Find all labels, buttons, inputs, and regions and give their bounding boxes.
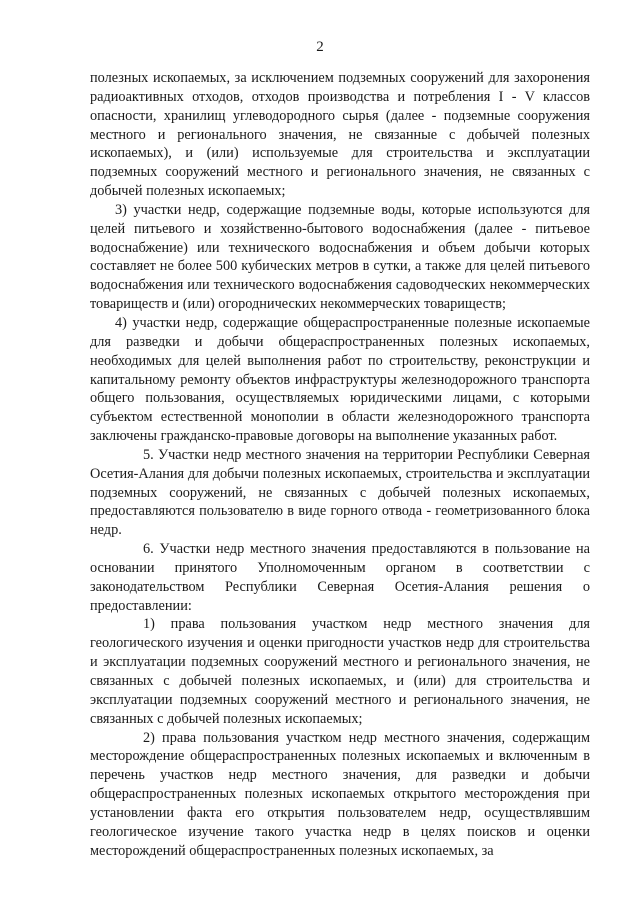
page-number: 2	[316, 39, 324, 55]
paragraph-item-5: 5. Участки недр местного значения на территории Республики Северная Осетия-Алания для добычи полезных ископаемых, строительства и эксплуатации подземных сооружений, не связанных с добычей полезных ископаемых, предоставляются пользователю в виде горного отвода - геометризованного блока недр.	[90, 446, 590, 539]
paragraph-item-6-1: 1) права пользования участком недр местного значения для геологического изучения и оценки пригодности участков недр для строительства и эксплуатации подземных сооружений местного и регионального значения, не связанных с добычей полезных ископаемых, и (или) для строительства и эксплуатации подземных сооружений местного и регионального значения, не связанных с добычей полезных ископаемых;	[90, 616, 590, 727]
paragraph-item-3: 3) участки недр, содержащие подземные воды, которые используются для целей питьевого и хозяйственно-бытового водоснабжения (далее - питьевое водоснабжение) или технического водоснабжения и объем добычи которых составляет не более 500 кубических метров в сутки, а также для целей питьевого водоснабжения или технического водоснабжения садоводческих некоммерческих товариществ и (или) огороднических некоммерческих товариществ;	[90, 201, 590, 313]
paragraph-continuation: полезных ископаемых, за исключением подземных сооружений для захоронения радиоактивных отходов, отходов производства и потребления I - V классов опасности, хранилищ углеводородного сырья (далее - подземные сооружения местного и регионального значения, не связанные с добычей полезных ископаемых), и (или) используемые для строительства и эксплуатации подземных сооружений местного и регионального значения, не связанных с добычей полезных ископаемых;	[90, 70, 590, 200]
document-body	[90, 69, 590, 860]
paragraph-item-6: 6. Участки недр местного значения предоставляются в пользование на основании принятого Уполномоченным органом в соответствии с законодательством Республики Северная Осетия-Алания решения о предоставлении:	[90, 541, 590, 614]
paragraph-item-4: 4) участки недр, содержащие общераспространенные полезные ископаемые для разведки и добычи общераспространенных полезных ископаемых, необходимых для целей выполнения работ по строительству, реконструкции и капитальному ремонту объектов инфраструктуры железнодорожного транспорта общего пользования, осуществляемых юридическими лицами, с которыми субъектом естественной монополии в области железнодорожного транспорта заключены гражданско-правовые договоры на выполнение указанных работ.	[90, 314, 590, 445]
paragraph-item-6-2: 2) права пользования участком недр местного значения, содержащим месторождение общераспространенных полезных ископаемых и включенным в перечень участков недр местного значения, для разведки и добычи общераспространенных полезных ископаемых открытого месторождения при установлении факта его открытия пользователем недр, осуществлявшим геологическое изучение такого участка недр в целях поисков и оценки месторождений общераспространенных полезных ископаемых, за	[90, 729, 590, 859]
